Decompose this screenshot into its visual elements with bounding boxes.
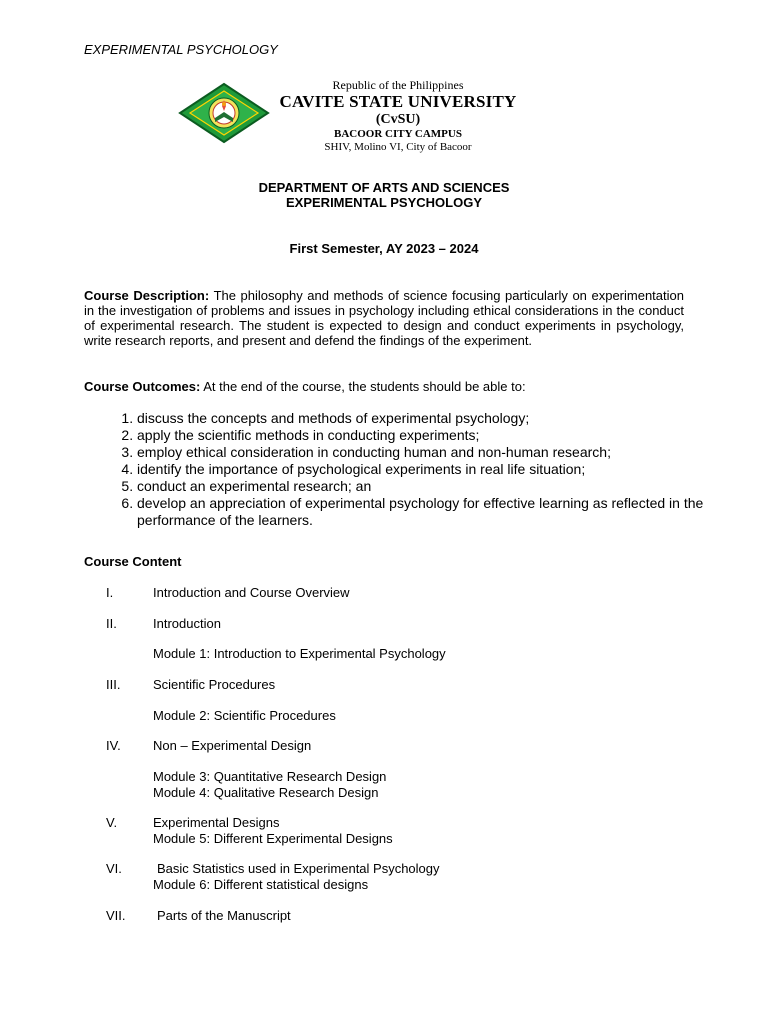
course-outcomes-label: Course Outcomes: — [84, 379, 201, 394]
course-outcomes-list — [84, 410, 737, 529]
outcome-item: 5. conduct an experimental research; an — [137, 478, 737, 495]
course-description-label: Course Description: — [84, 288, 210, 303]
outcome-item: 2. apply the scientific methods in conducting experiments; — [137, 427, 737, 444]
unit-numeral: IV. — [106, 738, 121, 753]
unit-numeral: VII. — [106, 908, 126, 923]
outcome-item: 6. develop an appreciation of experimental psychology for effective learning as reflected in the performance of the learners. — [137, 495, 737, 529]
unit-title: Basic Statistics used in Experimental Psychology — [157, 861, 440, 876]
unit-title: Parts of the Manuscript — [157, 908, 291, 923]
unit-numeral: II. — [106, 616, 117, 631]
unit-title: Introduction — [153, 616, 221, 631]
outcome-item: 4. identify the importance of psychological experiments in real life situation; — [137, 461, 737, 478]
campus-name: BACOOR CITY CAMPUS — [334, 128, 462, 140]
outcome-item: 1. discuss the concepts and methods of experimental psychology; — [137, 410, 737, 427]
module-title: Module 4: Qualitative Research Design — [153, 785, 379, 800]
module-title: Module 5: Different Experimental Designs — [153, 831, 393, 846]
university-seal-logo — [178, 82, 270, 144]
unit-numeral: VI. — [106, 861, 122, 876]
course-outcomes-intro-text: At the end of the course, the students should be able to: — [203, 379, 526, 394]
campus-address: SHIV, Molino VI, City of Bacoor — [324, 141, 472, 153]
module-title: Module 1: Introduction to Experimental Psychology — [153, 646, 446, 661]
unit-numeral: III. — [106, 677, 121, 692]
university-abbreviation: (CvSU) — [375, 112, 421, 127]
course-outcomes-intro — [84, 379, 684, 394]
course-description-text: The philosophy and methods of science focusing particularly on experimentation in the investigation of problems and issues in psychology including ethical considerations in the conduct of experimental research. The student is expected to design and conduct experiments in psychology, write research reports, and present and defend the findings of the experiment. — [84, 288, 684, 348]
module-title: Module 2: Scientific Procedures — [153, 708, 336, 723]
module-title: Module 3: Quantitative Research Design — [153, 769, 387, 784]
university-name: CAVITE STATE UNIVERSITY — [279, 92, 517, 111]
header-course-title: EXPERIMENTAL PSYCHOLOGY — [84, 42, 278, 57]
unit-title: Non – Experimental Design — [153, 738, 312, 753]
unit-title: Introduction and Course Overview — [153, 585, 350, 600]
department-title: DEPARTMENT OF ARTS AND SCIENCES — [258, 180, 510, 195]
course-description — [84, 288, 684, 348]
semester-title: First Semester, AY 2023 – 2024 — [289, 241, 479, 256]
republic-label: Republic of the Philippines — [332, 78, 464, 92]
outcome-item: 3. employ ethical consideration in conducting human and non-human research; — [137, 444, 737, 461]
course-content-title: Course Content — [84, 554, 182, 569]
unit-numeral: I. — [106, 585, 114, 600]
unit-title: Scientific Procedures — [153, 677, 276, 692]
unit-title: Experimental Designs — [153, 815, 280, 830]
course-title: EXPERIMENTAL PSYCHOLOGY — [286, 195, 482, 210]
module-title: Module 6: Different statistical designs — [153, 877, 369, 892]
unit-numeral: V. — [106, 815, 118, 830]
